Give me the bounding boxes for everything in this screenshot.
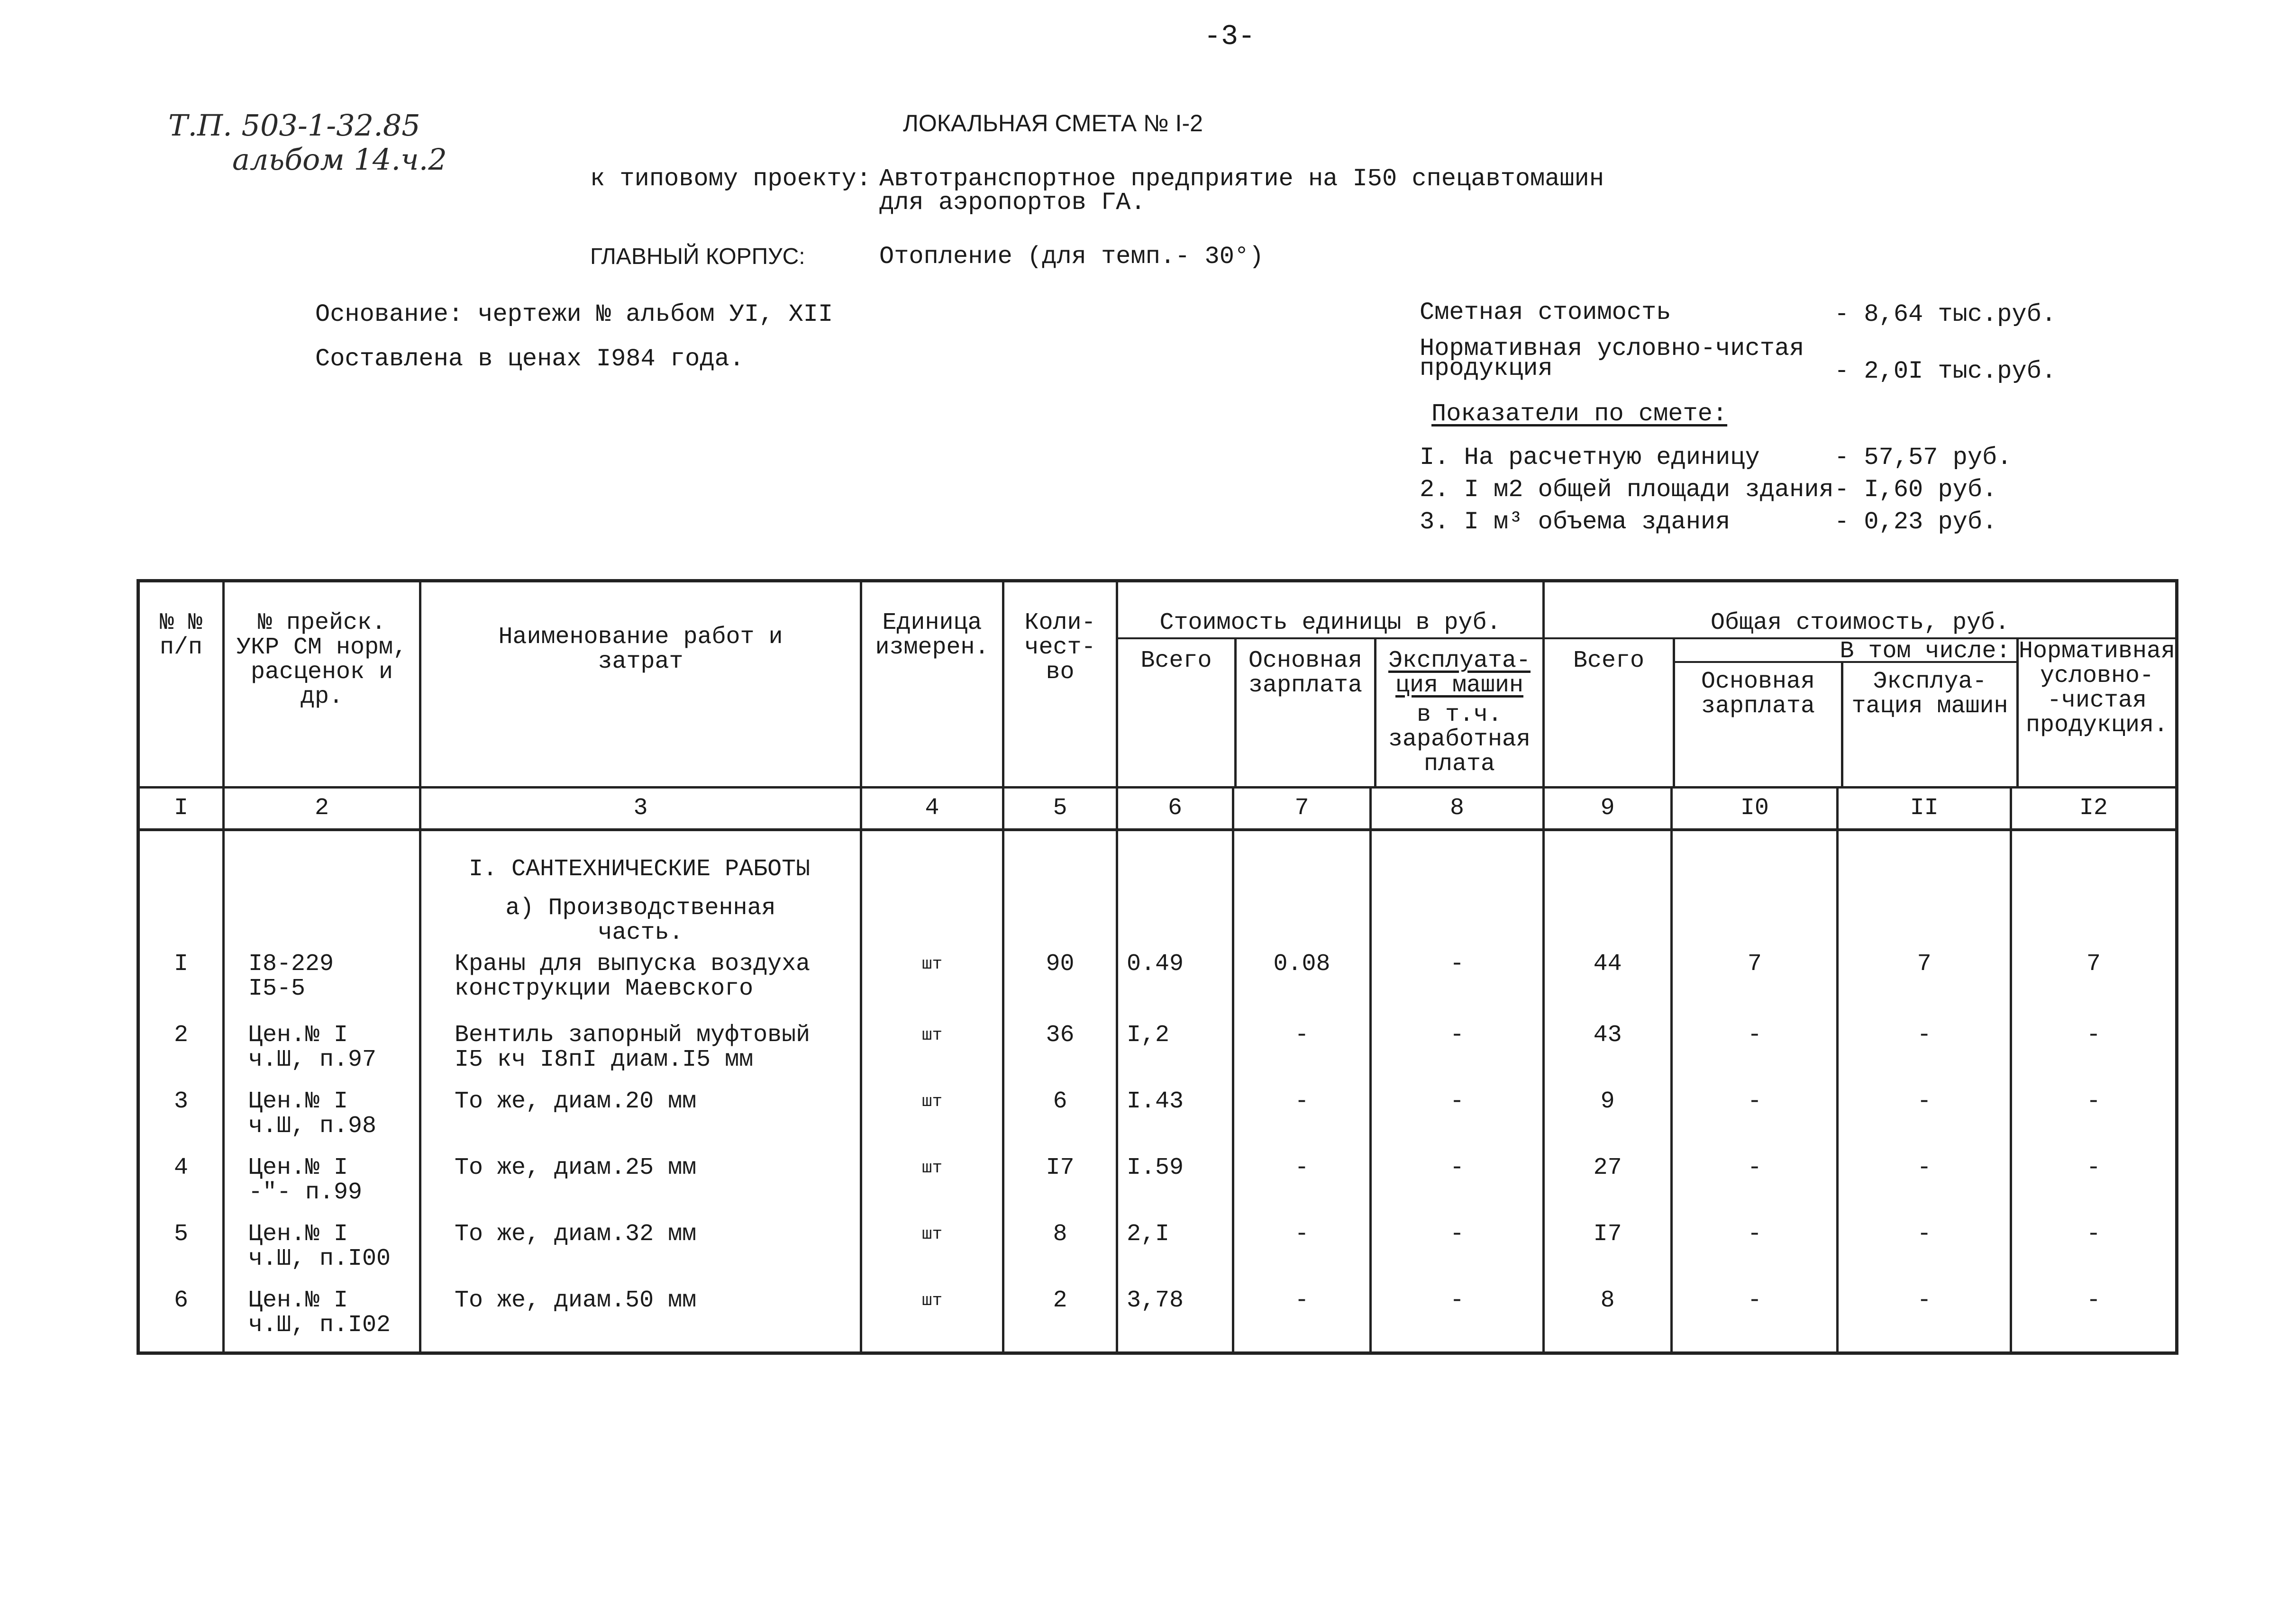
row-qty: 90 [1003, 945, 1117, 1016]
row-sum-mach: - [1838, 1149, 2011, 1215]
row-name2: конструкции Маевского [455, 975, 754, 1002]
row-sum-wage: - [1672, 1083, 1838, 1149]
header-col-8-bottom: в т.ч. заработная плата [1388, 701, 1531, 778]
colnum-11: II [1838, 788, 2011, 830]
section-title: I. САНТЕХНИЧЕСКИЕ РАБОТЫ [420, 830, 861, 882]
header-col-8 [1374, 639, 1542, 786]
header-col-5: Коли- чест- во [1003, 581, 1117, 788]
normative-value: - 2,0I тыс.руб. [1834, 357, 2057, 385]
row-sum-wage: - [1672, 1282, 1838, 1353]
building-value: Отопление (для темп.- 30°) [879, 243, 1264, 271]
estimated-cost-value: - 8,64 тыс.руб. [1834, 300, 2057, 328]
row-sum-wage: 7 [1672, 945, 1838, 1016]
indicators-title: Показатели по смете: [1431, 400, 1728, 428]
indicator-value-2: - I,60 руб. [1834, 476, 1997, 504]
row-name2: I5 кч I8пI диам.I5 мм [455, 1046, 754, 1073]
header-col-4: Единица измерен. [861, 581, 1003, 788]
subsection-title-2: часть. [598, 919, 683, 946]
project-label: к типовому проекту: [590, 165, 871, 193]
row-sum-wage: - [1672, 1149, 1838, 1215]
colnum-12: I2 [2011, 788, 2177, 830]
row-code [224, 1282, 420, 1353]
row-nuchp: - [2011, 1083, 2177, 1149]
row-name1: Краны для выпуска воздуха [455, 951, 811, 978]
row-unit-total: 2,I [1117, 1215, 1233, 1282]
header-unit-cost-group [1117, 581, 1544, 788]
row-unit: шт [861, 1016, 1003, 1083]
table-row [138, 1149, 2177, 1215]
header-col-1: № № п/п [138, 581, 224, 788]
page-number: -3- [1204, 21, 1256, 53]
row-name [420, 1149, 861, 1215]
table-header-row [138, 581, 2177, 788]
row-unit-mach: - [1371, 1083, 1544, 1149]
row-name1: То же, диам.25 мм [455, 1154, 697, 1181]
indicator-label-2: 2. I м2 общей площади здания [1420, 476, 1834, 504]
row-unit-wage: - [1233, 1282, 1371, 1353]
row-code2: ч.Ш, п.97 [248, 1046, 377, 1073]
row-sum: I7 [1544, 1215, 1672, 1282]
column-number-row [138, 788, 2177, 830]
row-number: I [138, 945, 224, 1016]
row-unit-total: 0.49 [1117, 945, 1233, 1016]
stamp-line-1: Т.П. 503-1-32.85 [168, 108, 420, 143]
row-sum-mach: - [1838, 1282, 2011, 1353]
row-unit-mach: - [1371, 1016, 1544, 1083]
row-name1: Вентиль запорный муфтовый [455, 1022, 811, 1049]
table-body [138, 945, 2177, 1353]
row-code [224, 1149, 420, 1215]
header-col-3: Наименование работ и затрат [420, 581, 861, 788]
row-name [420, 1083, 861, 1149]
row-qty: 36 [1003, 1016, 1117, 1083]
colnum-3: 3 [420, 788, 861, 830]
row-unit-total: I.59 [1117, 1149, 1233, 1215]
row-unit: шт [861, 1149, 1003, 1215]
indicator-label-3: 3. I м³ объема здания [1420, 508, 1731, 536]
colnum-7: 7 [1233, 788, 1371, 830]
row-code2: ч.Ш, п.I02 [248, 1312, 391, 1339]
indicator-label-1: I. На расчетную единицу [1420, 444, 1760, 471]
project-value-2: для аэропортов ГА. [879, 189, 1146, 217]
row-unit-total: I.43 [1117, 1083, 1233, 1149]
subsection-title [420, 882, 861, 945]
basis-line-2: Составлена в ценах I984 года. [315, 345, 744, 373]
section-row [138, 830, 2177, 882]
estimate-table [137, 579, 2178, 1355]
row-unit-wage: - [1233, 1016, 1371, 1083]
header-total-cost-title: Общая стоимость, руб. [1545, 582, 2175, 639]
header-unit-cost-title: Стоимость единицы в руб. [1118, 582, 1542, 639]
estimated-cost-label: Сметная стоимость [1420, 299, 1671, 326]
normative-label-2: продукция [1420, 354, 1553, 382]
row-code [224, 945, 420, 1016]
header-col-6: Всего [1140, 647, 1212, 674]
row-code1: I8-229 [248, 951, 334, 978]
doc-title: ЛОКАЛЬНАЯ СМЕТА № I-2 [903, 110, 1203, 136]
row-name [420, 1282, 861, 1353]
colnum-10: I0 [1672, 788, 1838, 830]
row-code1: Цен.№ I [248, 1088, 348, 1115]
row-sum: 27 [1544, 1149, 1672, 1215]
header-col-10: Основная зарплата [1701, 668, 1815, 720]
row-code2: ч.Ш, п.98 [248, 1113, 377, 1140]
row-name1: То же, диам.32 мм [455, 1221, 697, 1248]
row-qty: 6 [1003, 1083, 1117, 1149]
table-row [138, 1083, 2177, 1149]
subsection-row [138, 882, 2177, 945]
row-unit: шт [861, 1083, 1003, 1149]
row-sum-mach: - [1838, 1016, 2011, 1083]
row-sum-mach: 7 [1838, 945, 2011, 1016]
colnum-4: 4 [861, 788, 1003, 830]
row-code1: Цен.№ I [248, 1022, 348, 1049]
row-unit-wage: - [1233, 1083, 1371, 1149]
table-row [138, 1215, 2177, 1282]
row-sum: 9 [1544, 1083, 1672, 1149]
row-unit-wage: - [1233, 1215, 1371, 1282]
indicator-value-1: - 57,57 руб. [1834, 444, 2012, 471]
row-number: 4 [138, 1149, 224, 1215]
row-code [224, 1215, 420, 1282]
row-code [224, 1016, 420, 1083]
row-code2: I5-5 [248, 975, 306, 1002]
row-number: 2 [138, 1016, 224, 1083]
row-sum: 8 [1544, 1282, 1672, 1353]
row-sum-wage: - [1672, 1215, 1838, 1282]
row-nuchp: 7 [2011, 945, 2177, 1016]
row-name1: То же, диам.20 мм [455, 1088, 697, 1115]
row-unit: шт [861, 945, 1003, 1016]
table-row [138, 1016, 2177, 1083]
row-code1: Цен.№ I [248, 1287, 348, 1314]
indicator-value-3: - 0,23 руб. [1834, 508, 1997, 536]
header-col-8-top-text: Эксплуата- ция машин [1388, 647, 1531, 699]
row-sum-mach: - [1838, 1083, 2011, 1149]
header-total-cost-group [1544, 581, 2177, 788]
subsection-title-1: а) Производственная [505, 895, 776, 922]
row-sum-mach: - [1838, 1215, 2011, 1282]
row-unit-total: I,2 [1117, 1016, 1233, 1083]
header-col-9: Всего [1573, 647, 1645, 674]
row-name [420, 945, 861, 1016]
row-unit-wage: 0.08 [1233, 945, 1371, 1016]
colnum-8: 8 [1371, 788, 1544, 830]
row-unit-total: 3,78 [1117, 1282, 1233, 1353]
header-col-7: Основная зарплата [1234, 639, 1374, 786]
colnum-5: 5 [1003, 788, 1117, 830]
colnum-6: 6 [1117, 788, 1233, 830]
project-value-1: Автотранспортное предприятие на I50 спецавтомашин [879, 165, 1604, 193]
row-unit-wage: - [1233, 1149, 1371, 1215]
stamp-line-2: альбом 14.ч.2 [232, 142, 447, 177]
header-incl-group [1673, 639, 2175, 786]
row-unit: шт [861, 1215, 1003, 1282]
row-sum-wage: - [1672, 1016, 1838, 1083]
row-qty: 2 [1003, 1282, 1117, 1353]
table-row [138, 945, 2177, 1016]
row-unit-mach: - [1371, 1282, 1544, 1353]
basis-line-1: Основание: чертежи № альбом УI, XII [315, 300, 833, 328]
header-incl-title: В том числе: [1675, 639, 2175, 663]
normative-label-1: Нормативная условно-чистая [1420, 335, 1804, 363]
row-code2: -"- п.99 [248, 1179, 363, 1206]
row-unit-mach: - [1371, 1149, 1544, 1215]
row-unit-mach: - [1371, 945, 1544, 1016]
header-col-12: Нормативная условно- -чистая продукция. [2016, 639, 2175, 786]
row-code1: Цен.№ I [248, 1221, 348, 1248]
row-sum: 43 [1544, 1016, 1672, 1083]
row-name [420, 1215, 861, 1282]
colnum-1: I [138, 788, 224, 830]
row-unit-mach: - [1371, 1215, 1544, 1282]
header-col-8-top [1376, 639, 1542, 701]
row-nuchp: - [2011, 1016, 2177, 1083]
row-code [224, 1083, 420, 1149]
row-number: 3 [138, 1083, 224, 1149]
row-nuchp: - [2011, 1282, 2177, 1353]
row-name1: То же, диам.50 мм [455, 1287, 697, 1314]
table-row [138, 1282, 2177, 1353]
row-name [420, 1016, 861, 1083]
row-sum: 44 [1544, 945, 1672, 1016]
header-col-2: № прейск. УКР СМ норм, расценок и др. [224, 581, 420, 788]
row-number: 5 [138, 1215, 224, 1282]
row-code2: ч.Ш, п.I00 [248, 1245, 391, 1272]
header-col-11: Эксплуа- тация машин [1841, 663, 2016, 786]
row-qty: 8 [1003, 1215, 1117, 1282]
building-label: ГЛАВНЫЙ КОРПУС: [590, 244, 805, 269]
row-qty: I7 [1003, 1149, 1117, 1215]
colnum-2: 2 [224, 788, 420, 830]
colnum-9: 9 [1544, 788, 1672, 830]
row-nuchp: - [2011, 1149, 2177, 1215]
row-unit: шт [861, 1282, 1003, 1353]
row-nuchp: - [2011, 1215, 2177, 1282]
row-code1: Цен.№ I [248, 1154, 348, 1181]
row-number: 6 [138, 1282, 224, 1353]
